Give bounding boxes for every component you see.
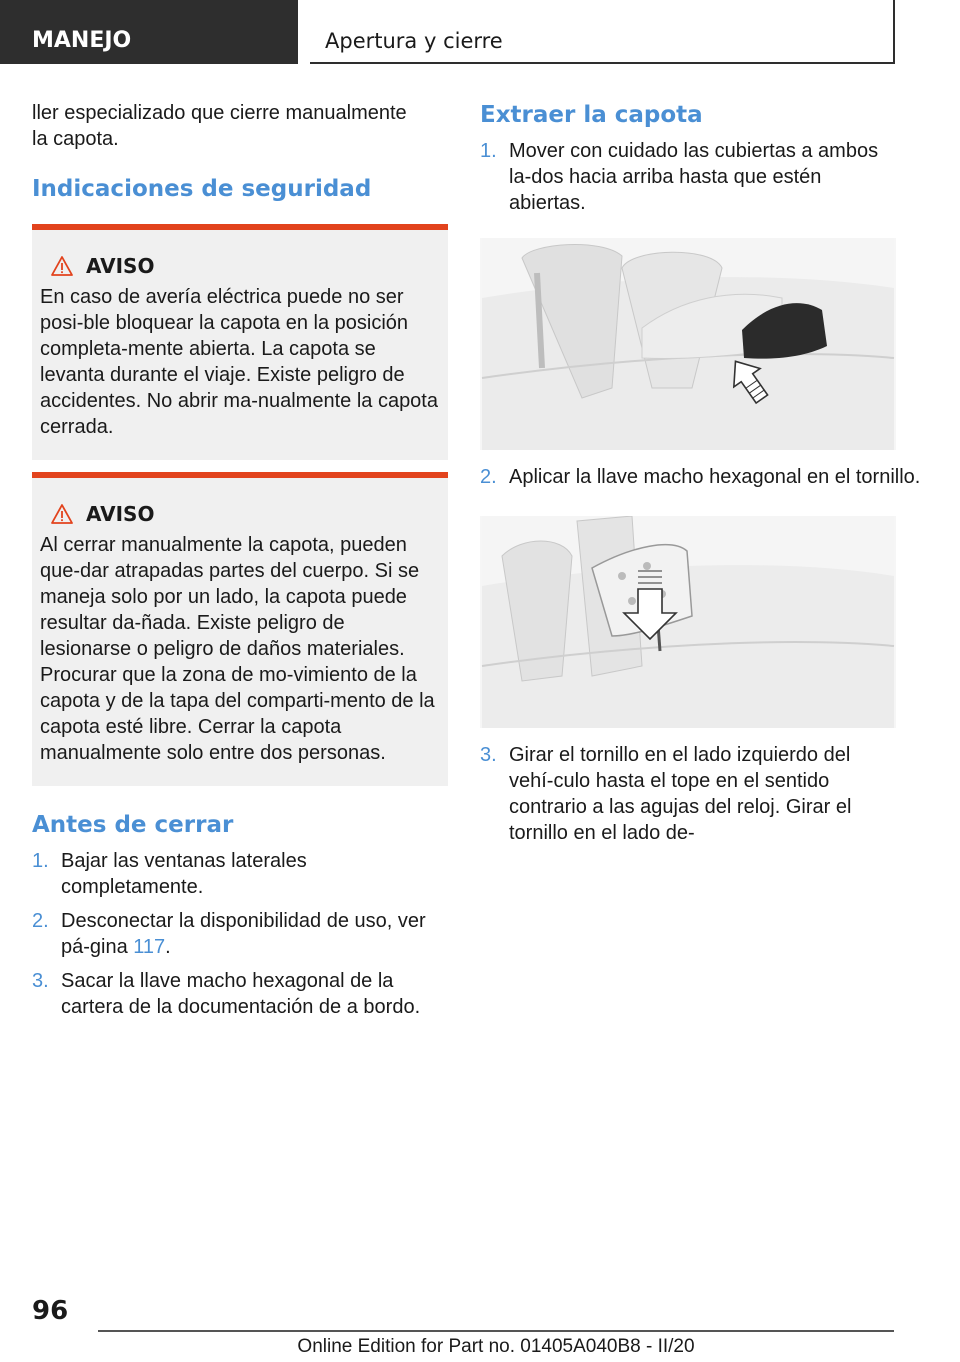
footer-edition: Online Edition for Part no. 01405A040B8 - II/20 [297, 1336, 695, 1357]
figure-cover-open [480, 238, 896, 450]
chapter-title: Apertura y cierre [310, 0, 895, 64]
left-column [32, 100, 448, 1020]
step-text-end: . [165, 936, 171, 958]
footer-divider [98, 1330, 894, 1332]
warning-triangle-icon [50, 255, 74, 277]
warning-text: En caso de avería eléctrica puede no ser posi-ble bloquear la capota en la posición completa-mente abierta. La capota se levanta durante el viaje. Existe peligro de accidentes. No abrir ma-nualmente la capota cerrada. [40, 286, 438, 438]
warning-title-label: AVISO [86, 502, 155, 526]
figure-hex-key [480, 516, 896, 728]
warning-box-1 [32, 224, 448, 460]
extract-steps-2 [480, 464, 921, 490]
step-number: 1. [32, 850, 49, 872]
before-closing-heading: Antes de cerrar [32, 812, 234, 838]
right-column [480, 100, 921, 846]
warning-title [50, 254, 438, 278]
step-text: Sacar la llave macho hexagonal de la cartera de la documentación de a bordo. [61, 970, 421, 1018]
list-item [32, 968, 448, 1020]
warning-text: Al cerrar manualmente la capota, pueden que-dar atrapadas partes del cuerpo. Si se maneja solo por un lado, la capota puede resultar da-ñada. Existe peligro de lesionarse o peligro de daños materiales. Procurar que la zona de mo-vimiento de la capota y de la tapa del comparti-mento de la capota esté libre. Cerrar la capota manualmente solo entre dos personas. [40, 534, 435, 764]
list-item [480, 138, 892, 216]
warning-title-label: AVISO [86, 254, 155, 278]
list-item [32, 908, 448, 960]
before-closing-steps [32, 848, 448, 1020]
extract-steps-3 [480, 742, 892, 846]
step-text: Girar el tornillo en el lado izquierdo del vehí-culo hasta el tope en el sentido contrario a las agujas del reloj. Girar el tornillo en el lado de- [509, 744, 852, 844]
step-number: 2. [480, 466, 497, 488]
step-text: Mover con cuidado las cubiertas a ambos la-dos hacia arriba hasta que estén abiertas. [509, 140, 879, 214]
step-number: 3. [32, 970, 49, 992]
section-tab: MANEJO [0, 0, 298, 64]
step-body [61, 908, 448, 960]
step-text: Desconectar la disponibilidad de uso, ver pá-gina [61, 910, 426, 958]
intro-paragraph: ller especializado que cierre manualmente la capota. [32, 102, 407, 150]
extract-heading: Extraer la capota [480, 102, 703, 128]
list-item [32, 848, 448, 900]
page-number: 96 [32, 1296, 69, 1326]
extract-steps [480, 138, 892, 216]
safety-heading: Indicaciones de seguridad [32, 176, 372, 202]
step-number: 2. [32, 910, 49, 932]
list-item [480, 742, 892, 846]
step-text: Aplicar la llave macho hexagonal en el tornillo. [509, 466, 921, 488]
list-item [480, 464, 921, 490]
step-number: 1. [480, 140, 497, 162]
step-number: 3. [480, 744, 497, 766]
warning-box-2 [32, 472, 448, 786]
warning-title [50, 502, 438, 526]
step-text: Bajar las ventanas laterales completamente. [61, 850, 307, 898]
page-link[interactable]: 117 [133, 936, 166, 958]
warning-triangle-icon [50, 503, 74, 525]
